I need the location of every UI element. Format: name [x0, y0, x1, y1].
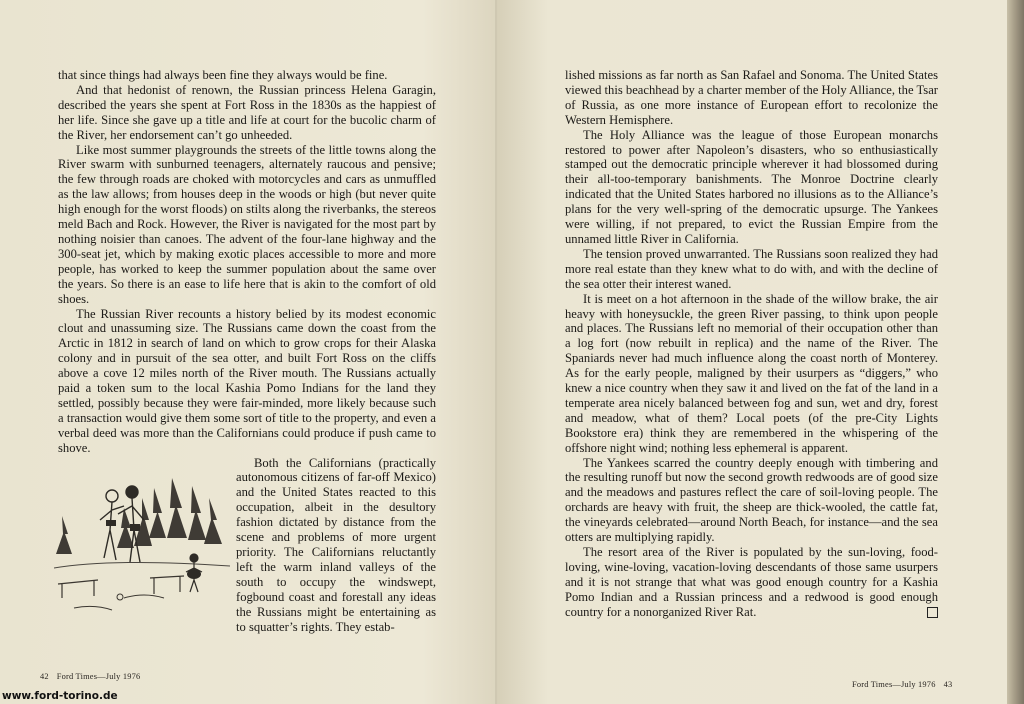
end-mark-icon	[927, 607, 938, 618]
paragraph: The tension proved unwarranted. The Russians soon realized they had more real estate than they knew what to do with, and with the decline of the sea otter their interest waned.	[565, 246, 938, 291]
left-column	[58, 68, 436, 634]
footer-text: Ford Times—July 1976	[56, 672, 141, 681]
paragraph-text: Both the Californians (practically autonomous citizens of far-off Mexico) and the United States reacted to this occupation, albeit in the desultory fashion dictated by distance from the scene and problems of more urgent priority. The Californians reluctantly left the warm inland valleys of the south to occupy the windswept, fogbound coast and forestall any ideas the Russians might be entertaining as to squatter’s rights. They estab-	[236, 455, 436, 634]
paragraph: And that hedonist of renown, the Russian princess Helena Garagin, described the years she spent at Fort Ross in the 1830s as the happiest of her life. Since she gave up a title and life at court for the bucolic charm of the River, her endorsement can’t go unheeded.	[58, 82, 436, 142]
paragraph: The Yankees scarred the country deeply enough with timbering and the resulting runoff but now the second growth redwoods are of good size and the meadows and pastures reflect the care of soil-loving people. The orchards are heavy with fruit, the sheep are thick-wooled, the cattle fat, the vineyards celebrated—around North Beach, for instance—and the sea otters are multiplying rapidly.	[565, 455, 938, 545]
paragraph-text: The resort area of the River is populated by the sun-loving, food-loving, wine-loving, vacation-loving descendants of those same usurpers and it is not strange that what was good enough country for a Kashia Pomo Indian and a Russian princess and a redwood is good enough country for a nonorganized River Rat.	[565, 545, 938, 619]
illustration-svg	[54, 458, 230, 623]
book-edge	[1007, 0, 1024, 704]
paragraph: Like most summer playgrounds the streets of the little towns along the River swarm with sunburned teenagers, alternately raucous and pensive; the few through roads are choked with motorcycles and cars as unmuffled as the law allows; from houses deep in the woods or high (but never quite high enough for the worst floods) on stilts along the riverbanks, the stereos meld Bach and Rock. However, the River is navigated for the most part by nothing noisier than canoes. The advent of the four-lane highway and the 300-seat jet, which by making exotic places accessible to more and more people, has worked to keep the summer population about the same over the years. So there is an ease to life here that is akin to the comfort of old shoes.	[58, 142, 436, 306]
footer-right	[852, 680, 952, 689]
paragraph: The Russian River recounts a history belied by its modest economic clout and unassuming size. The Russians came down the coast from the Arctic in 1812 in search of land on which to grow crops for their Alaska colony and in pursuit of the sea otter, and built Fort Ross on the cliffs above a cove 12 miles north of the River mouth. The Russians actually paid a token sum to the local Kashia Pomo Indians for the land they settled, possibly because they were fair-minded, more likely because such a transaction would give them some sort of title to the property, and even a verbal deed was more than the Californians could produce if push came to shove.	[58, 306, 436, 455]
paragraph: It is meet on a hot afternoon in the shade of the willow brake, the air heavy with honeysuckle, the green River passing, to think upon people and places. The Russians left no memorial of their occupation other than a log fort (now rebuilt in replica) and the name of the River. The Spaniards never had much influence along the coast north of Monterey. As for the early people, maligned by their usurpers as “diggers,” who knew a nice country when they saw it and lived on the fat of the land in a temperate area nicely balanced between fog and sun, wet and dry, forest and meadow, what of them? Local poets (of the pre-City Lights Bookstore era) think they are remembered in the whispering of the offshore night wind; nothing less ephemeral is apparent.	[565, 291, 938, 455]
right-column	[565, 68, 938, 620]
paragraph	[565, 545, 938, 620]
watermark: www.ford-torino.de	[2, 690, 118, 702]
paragraph: that since things had always been fine they always would be fine.	[58, 68, 388, 82]
paragraph: lished missions as far north as San Rafael and Sonoma. The United States viewed this beachhead by a charter member of the Holy Alliance, the Tsar of Russia, as one more instance of European effort to recolonize the Western Hemisphere.	[565, 68, 938, 127]
paragraph: The Holy Alliance was the league of those European monarchs restored to power after Napoleon’s disasters, who so enthusiastically stamped out the democratic principle wherever it had blossomed during their all-too-temporary banishments. The Monroe Doctrine clearly indicated that the United States harbored no illusions as to the Alliance’s plans for the very well-spring of the democratic upsurge. The Yankees were willing, if not prepared, to evict the Russian Empire from the unnamed little River in California.	[565, 127, 938, 246]
footer-left	[40, 672, 140, 681]
page-number: 43	[943, 680, 953, 689]
footer-text: Ford Times—July 1976	[852, 680, 936, 689]
paragraph	[58, 456, 436, 635]
page-number: 42	[40, 672, 49, 681]
paragraph-with-illustration	[58, 456, 436, 635]
beach-sketch-illustration	[54, 458, 230, 623]
